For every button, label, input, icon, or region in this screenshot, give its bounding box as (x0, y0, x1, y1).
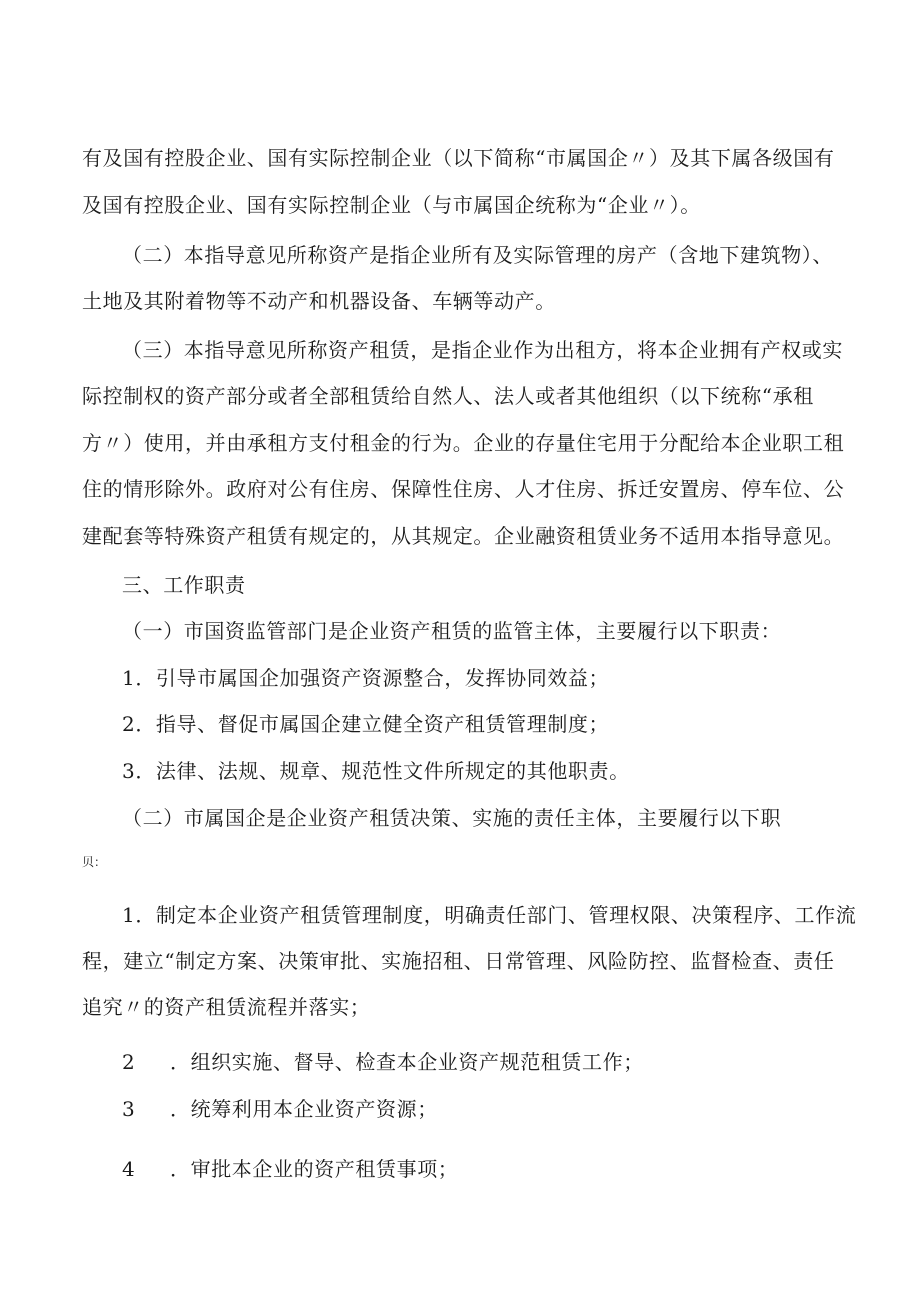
list-text: ．统筹利用本企业资产资源； (170, 1097, 438, 1121)
list-number: 2 (122, 1050, 136, 1074)
list-number: 4 (122, 1157, 136, 1181)
paragraph-line: 土地及其附着物等不动产和机器设备、车辆等动产。 (82, 289, 556, 313)
list-item: 1．引导市属国企加强资产资源整合，发挥协同效益； (122, 666, 610, 690)
paragraph-line: 程，建立“制定方案、决策审批、实施招租、日常管理、风险防控、监督检查、责任 (82, 949, 835, 973)
list-item: 3．法律、法规、规章、规范性文件所规定的其他职责。 (122, 759, 630, 783)
paragraph-line: 住的情形除外。政府对公有住房、保障性住房、人才住房、拆迁安置房、停车位、公 (82, 477, 845, 501)
paragraph-line: （三）本指导意见所称资产租赁，是指企业作为出租方，将本企业拥有产权或实 (122, 338, 843, 362)
list-text: ．审批本企业的资产租赁事项； (170, 1157, 459, 1181)
list-item: 2．指导、督促市属国企建立健全资产租赁管理制度； (122, 712, 610, 736)
paragraph-line: 建配套等特殊资产租赁有规定的，从其规定。企业融资租赁业务不适用本指导意见。 (82, 524, 845, 548)
paragraph-line: 及国有控股企业、国有实际控制企业（与市属国企统称为“企业〃）。 (82, 193, 701, 217)
section-heading: 三、工作职责 (122, 573, 246, 597)
paragraph-line: 际控制权的资产部分或者全部租赁给自然人、法人或者其他组织（以下统称“承租 (82, 384, 814, 408)
paragraph-line: 方〃）使用，并由承租方支付租金的行为。企业的存量住宅用于分配给本企业职工租 (82, 431, 845, 455)
paragraph-line: 贝： (82, 855, 107, 869)
list-number: 3 (122, 1097, 136, 1121)
paragraph-line: （二）市属国企是企业资产租赁决策、实施的责任主体，主要履行以下职 (122, 806, 782, 830)
list-item (122, 1096, 852, 1122)
list-item (122, 1156, 852, 1182)
list-item (122, 1049, 852, 1075)
paragraph-line: （二）本指导意见所称资产是指企业所有及实际管理的房产（含地下建筑物）、 (122, 243, 833, 267)
list-item: 1．制定本企业资产租赁管理制度，明确责任部门、管理权限、决策程序、工作流 (122, 903, 857, 927)
list-text: ．组织实施、督导、检查本企业资产规范租赁工作； (170, 1050, 644, 1074)
paragraph-line: 有及国有控股企业、国有实际控制企业（以下简称“市属国企〃）及其下属各级国有 (82, 146, 835, 170)
paragraph-line: 追究〃的资产租赁流程并落实； (82, 995, 371, 1019)
paragraph-line: （一）市国资监管部门是企业资产租赁的监管主体，主要履行以下职责： (122, 619, 782, 643)
